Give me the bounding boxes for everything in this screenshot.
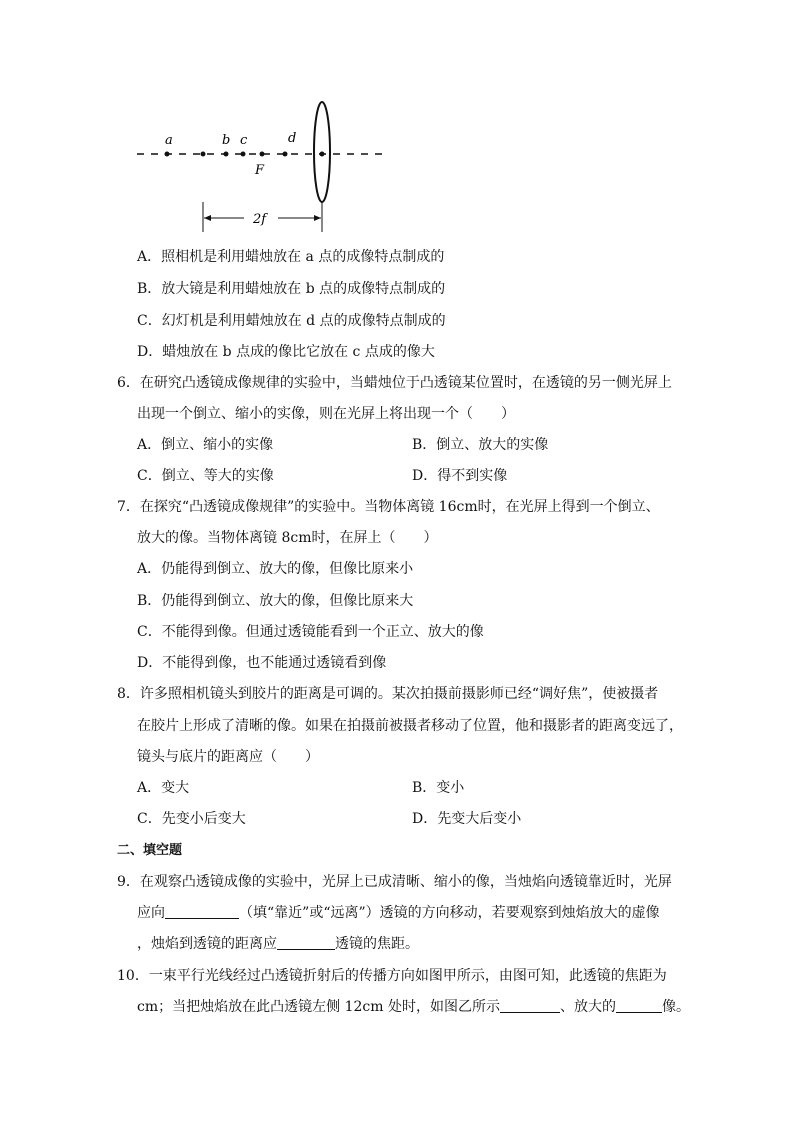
dim-arrow-right (314, 215, 321, 221)
label-a: a (165, 133, 173, 148)
q8-stem-line1: 8．许多照相机镜头到胶片的距离是可调的。某次拍摄前摄影师已经“调好焦”，使被摄者 (117, 686, 659, 702)
label-c: c (240, 133, 248, 148)
q6-option-c: C．倒立、等大的实像 (137, 468, 274, 484)
point-d (283, 152, 288, 157)
q5-option-a: A．照相机是利用蜡烛放在 a 点的成像特点制成的 (137, 249, 445, 265)
q5-option-b: B．放大镜是利用蜡烛放在 b 点的成像特点制成的 (137, 281, 446, 297)
q7-stem-line1: 7．在探究“凸透镜成像规律”的实验中。当物体离镜 16cm时，在光屏上得到一个倒立、 (117, 499, 660, 515)
q10-line2-suffix: 像。 (661, 999, 690, 1015)
q6-option-b: B．倒立、放大的实像 (412, 437, 549, 453)
q7-option-d: D．不能得到像，也不能通过透镜看到像 (137, 655, 387, 671)
q10-stem-line1: 10．一束平行光线经过凸透镜折射后的传播方向如图甲所示，由图可知，此透镜的焦距为 (117, 968, 667, 984)
q7-option-c: C．不能得到像。但通过透镜能看到一个正立、放大的像 (137, 624, 484, 640)
q7-option-a: A．仍能得到倒立、放大的像，但像比原来小 (137, 561, 414, 577)
section-title-fill-in: 二、填空题 (117, 843, 183, 858)
q6-stem-line2: 出现一个倒立、缩小的实像，则在光屏上将出现一个（ ） (137, 406, 515, 422)
label-2f: 2f (253, 212, 267, 227)
q8-stem-line2: 在胶片上形成了清晰的像。如果在拍摄前被摄者移动了位置，他和摄影者的距离变远了， (137, 718, 683, 734)
q9-line3-suffix: 透镜的焦距。 (335, 936, 419, 952)
q9-line2-suffix: （填“靠近”或“远离”）透镜的方向移动，若要观察到烛焰放大的虚像 (239, 905, 660, 921)
label-b: b (222, 133, 231, 148)
q9-stem-line1: 9．在观察凸透镜成像的实验中，光屏上已成清晰、缩小的像，当烛焰向透镜靠近时，光屏 (117, 874, 672, 890)
dim-arrow-left (204, 215, 211, 221)
q9-blank-2[interactable] (277, 935, 335, 950)
q10-blank-1[interactable] (500, 998, 560, 1013)
q5-option-d: D．蜡烛放在 b 点成的像比它放在 c 点成的像大 (137, 344, 435, 360)
q7-option-b: B．仍能得到倒立、放大的像，但像比原来大 (137, 593, 414, 609)
point-a (165, 152, 170, 157)
q8-option-d: D．先变大后变小 (412, 811, 522, 827)
q8-option-c: C．先变小后变大 (137, 811, 246, 827)
q7-stem-line2: 放大的像。当物体离镜 8cm时，在屏上（ ） (137, 530, 438, 546)
q8-stem-line3: 镜头与底片的距离应（ ） (137, 749, 319, 765)
point-c (241, 152, 246, 157)
label-d: d (288, 131, 297, 146)
q6-option-a: A．倒立、缩小的实像 (137, 437, 274, 453)
label-f: F (255, 163, 265, 178)
q9-blank-1[interactable] (165, 904, 239, 919)
q10-line2-prefix: cm；当把烛焰放在此凸透镜左侧 12cm 处时，如图乙所示 (137, 999, 500, 1015)
lens-diagram (0, 0, 794, 240)
q9-stem-line3 (137, 934, 419, 954)
q8-option-b: B．变小 (412, 780, 465, 796)
q9-line2-prefix: 应向 (137, 905, 165, 921)
q6-option-d: D．得不到实像 (412, 468, 508, 484)
q9-stem-line2 (137, 903, 660, 923)
q10-line2-middle: 、放大的 (559, 999, 616, 1015)
q10-blank-2[interactable] (616, 998, 662, 1013)
q10-stem-line2 (137, 997, 690, 1017)
lens-center (320, 152, 325, 157)
point-f (260, 152, 265, 157)
q6-stem-line1: 6．在研究凸透镜成像规律的实验中，当蜡烛位于凸透镜某位置时，在透镜的另一侧光屏上 (117, 375, 672, 391)
q8-option-a: A．变大 (137, 780, 190, 796)
point-b (224, 152, 229, 157)
q5-option-c: C．幻灯机是利用蜡烛放在 d 点的成像特点制成的 (137, 313, 446, 329)
point-2f (201, 152, 206, 157)
q9-line3-prefix: ，烛焰到透镜的距离应 (137, 936, 277, 952)
